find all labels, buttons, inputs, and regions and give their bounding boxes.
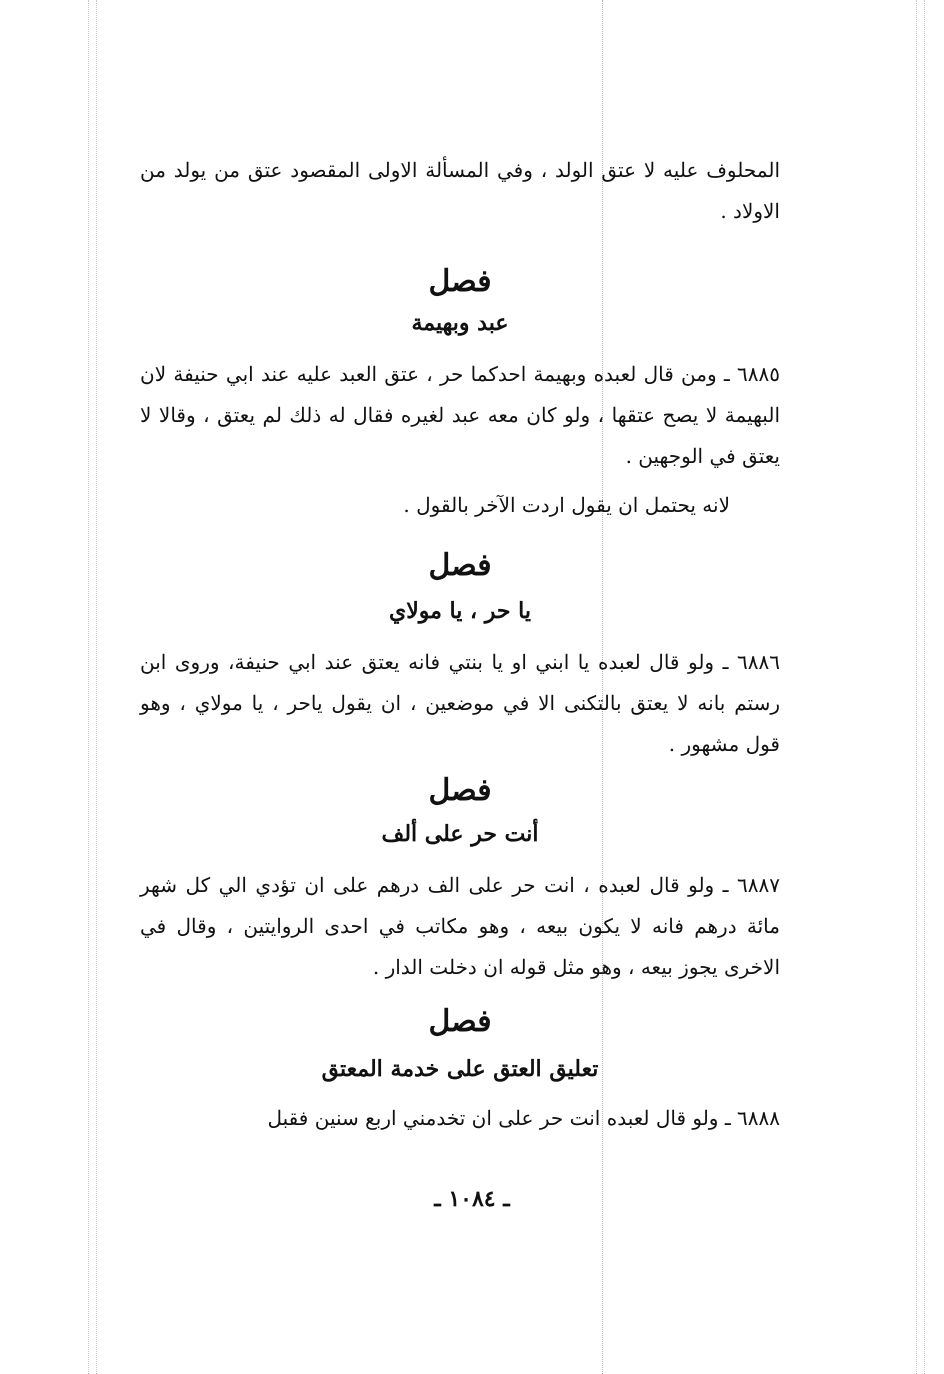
paragraph-6885: ٦٨٨٥ ـ ومن قال لعبده وبهيمة احدكما حر ، عتق العبد عليه عند ابي حنيفة لان البهيمة لا يصح عتقها ، ولو كان معه عبد لغيره فقال له ذلك لم يعتق ، وقالا لا يعتق في الوجهين . (140, 362, 780, 468)
section-divider-fasl (140, 771, 780, 811)
fasl-label: فصل (428, 1004, 492, 1039)
paragraph-continuation: المحلوف عليه لا عتق الولد ، وفي المسألة الاولى المقصود عتق من يولد من الاولاد . (140, 158, 780, 223)
paragraph-6885-note: لانه يحتمل ان يقول اردت الآخر بالقول . (403, 493, 730, 517)
paragraph-6887: ٦٨٨٧ ـ ولو قال لعبده ، انت حر على الف درهم على ان تؤدي الي كل شهر مائة درهم فانه لا يكون بيعه ، وهو مكاتب في احدى الروايتين ، وقال في الاخرى يجوز بيعه ، وهو مثل قوله ان دخلت الدار . (140, 873, 780, 979)
fasl-label: فصل (428, 264, 492, 299)
scan-line (88, 0, 89, 1374)
page-number: ـ ١٠٨٤ ـ (434, 1186, 510, 1212)
section-divider-fasl (140, 262, 780, 302)
section-heading-2: يا حر ، يا مولاي (388, 598, 532, 624)
section-divider-fasl (140, 546, 780, 586)
fasl-label: فصل (428, 773, 492, 808)
paragraph-6888: ٦٨٨٨ ـ ولو قال لعبده انت حر على ان تخدمني اربع سنين فقبل (267, 1106, 780, 1130)
section-heading-3: أنت حر على ألف (381, 821, 539, 847)
paragraph-6886: ٦٨٨٦ ـ ولو قال لعبده يا ابني او يا بنتي فانه يعتق عند ابي حنيفة، وروى ابن رستم بانه لا يعتق بالتكنى الا في موضعين ، ان يقول ياحر ، يا مولاي ، وهو قول مشهور . (140, 650, 780, 756)
section-divider-fasl (140, 1002, 780, 1042)
section-heading-4: تعليق العتق على خدمة المعتق (321, 1056, 599, 1082)
page-body (140, 150, 780, 1139)
scan-line (924, 0, 925, 1374)
scan-line (916, 0, 917, 1374)
section-heading-1: عبد وبهيمة (411, 310, 509, 336)
fasl-label: فصل (428, 548, 492, 583)
scan-line (96, 0, 97, 1374)
